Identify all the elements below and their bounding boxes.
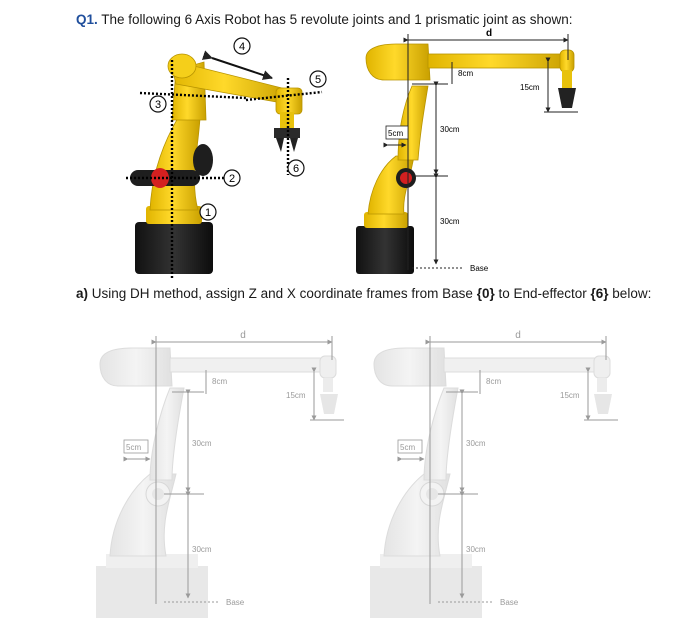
dim-base: Base <box>470 264 489 273</box>
question-number: Q1. <box>76 12 98 27</box>
svg-text:8cm: 8cm <box>486 377 502 386</box>
joint-label-4 <box>234 38 250 54</box>
svg-text:d: d <box>515 330 521 341</box>
joint-label-5 <box>310 71 326 87</box>
task-text-before: Using DH method, assign Z and X coordinate frames from Base <box>88 286 477 301</box>
task-frame-end: {6} <box>590 286 609 301</box>
svg-text:30cm: 30cm <box>466 545 486 554</box>
robot-a-lower-arm <box>150 118 200 210</box>
dim-15cm: 15cm <box>520 83 540 92</box>
joint-label-2 <box>224 170 240 186</box>
dim-30cm-lower: 30cm <box>440 217 460 226</box>
svg-text:d: d <box>240 330 246 341</box>
task-instruction <box>76 286 651 301</box>
svg-text:Base: Base <box>226 598 245 607</box>
joint-label-1 <box>200 204 216 220</box>
svg-text:30cm: 30cm <box>192 545 212 554</box>
dim-30cm-upper: 30cm <box>440 125 460 134</box>
dim-d: d <box>485 28 493 39</box>
svg-text:2: 2 <box>228 173 236 185</box>
robot-b-forearm <box>428 54 568 68</box>
svg-text:1: 1 <box>204 207 212 219</box>
joint-label-6 <box>288 160 304 176</box>
task-text-middle: to End-effector <box>494 286 591 301</box>
svg-text:Base: Base <box>500 598 519 607</box>
svg-text:4: 4 <box>238 41 246 53</box>
robot-a <box>126 38 326 278</box>
ghost-robot-right <box>370 330 618 618</box>
ghost-robot-left <box>96 330 344 618</box>
svg-text:30cm: 30cm <box>192 439 212 448</box>
svg-text:6: 6 <box>292 163 300 175</box>
task-frame-start: {0} <box>476 286 495 301</box>
svg-text:30cm: 30cm <box>466 439 486 448</box>
svg-text:15cm: 15cm <box>286 391 306 400</box>
joint-label-3 <box>150 96 166 112</box>
svg-text:3: 3 <box>154 99 162 111</box>
svg-text:5: 5 <box>314 74 322 86</box>
svg-text:5cm: 5cm <box>400 443 416 452</box>
question-text: The following 6 Axis Robot has 5 revolute joints and 1 prismatic joint as shown: <box>101 12 573 27</box>
robot-a-base <box>135 222 213 274</box>
svg-text:15cm: 15cm <box>560 391 580 400</box>
robot-b-base <box>356 226 414 274</box>
svg-text:5cm: 5cm <box>126 443 142 452</box>
robot-b <box>356 28 578 274</box>
task-text-after: below: <box>608 286 652 301</box>
dim-5cm: 5cm <box>388 129 404 138</box>
svg-text:8cm: 8cm <box>212 377 228 386</box>
dim-8cm: 8cm <box>458 69 474 78</box>
task-part: a) <box>76 286 89 301</box>
